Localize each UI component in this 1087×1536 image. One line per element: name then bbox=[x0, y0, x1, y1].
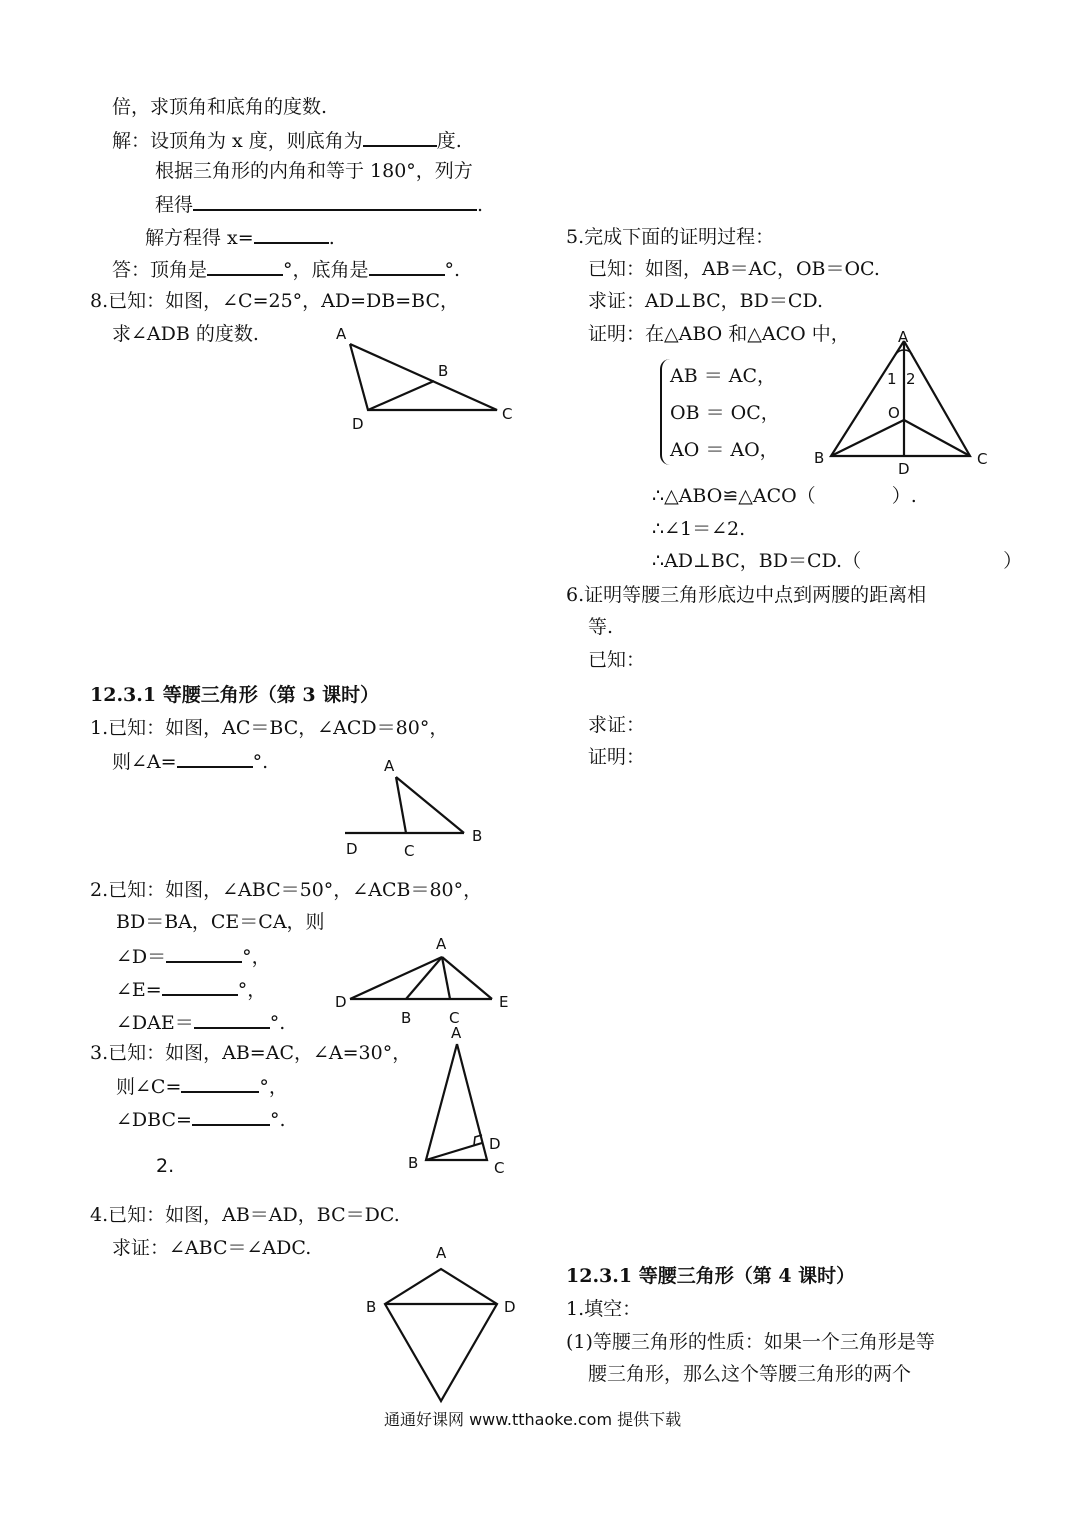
q8-label-c: C bbox=[502, 405, 513, 423]
s3q3-c-blank[interactable] bbox=[181, 1073, 259, 1093]
q5-proof-intro: 证明：在△ABO 和△ACO 中， bbox=[588, 323, 850, 345]
s3q4-line1: 4.已知：如图，AB＝AD，BC＝DC. bbox=[90, 1204, 400, 1226]
q7-solve-line bbox=[145, 224, 335, 250]
s3q4-label-d: D bbox=[504, 1298, 516, 1316]
s3q4-figure bbox=[360, 1240, 530, 1415]
q5-conclusion1 bbox=[652, 484, 917, 508]
s3q1-line2 bbox=[112, 748, 268, 774]
q6-given: 已知： bbox=[588, 649, 646, 671]
s3q2-dae-suffix: °. bbox=[269, 1012, 286, 1034]
s3q3-line1: 3.已知：如图，AB=AC，∠A=30°， bbox=[90, 1042, 412, 1064]
s3q2-label-e: E bbox=[499, 993, 509, 1011]
q8-segment-db bbox=[368, 381, 434, 410]
s3q3-dbc-blank[interactable] bbox=[192, 1106, 270, 1126]
s3q1-figure bbox=[340, 755, 500, 865]
s3q1-label-d: D bbox=[346, 840, 358, 858]
q5-conclusion2: ∴∠1＝∠2. bbox=[652, 518, 746, 540]
q5-title: 5.完成下面的证明过程： bbox=[566, 226, 775, 248]
s3q2-segment-ab bbox=[406, 957, 442, 999]
q5-prove: 求证：AD⊥BC，BD＝CD. bbox=[588, 290, 824, 312]
q7-equation-line bbox=[155, 191, 483, 217]
q7-base-angle-blank[interactable] bbox=[363, 127, 437, 147]
q5-label-a: A bbox=[898, 328, 909, 346]
s3q3-stray-number: 2. bbox=[156, 1155, 175, 1177]
s3q2-e-suffix: °， bbox=[237, 979, 267, 1001]
q7-solution-line bbox=[112, 127, 462, 153]
q5-c3-suffix: ） bbox=[1003, 550, 1023, 572]
q5-label-o: O bbox=[888, 404, 900, 422]
q5-label-d: D bbox=[898, 460, 910, 478]
s3q3-c-prefix: 则∠C= bbox=[116, 1076, 182, 1098]
q8-line1: 8.已知：如图，∠C=25°，AD=DB=BC， bbox=[90, 290, 460, 312]
q7-solve-suffix: . bbox=[328, 227, 335, 249]
q5-given: 已知：如图，AB＝AC，OB＝OC. bbox=[588, 258, 880, 280]
q7-equation-blank[interactable] bbox=[193, 191, 477, 211]
s3q2-line2: BD＝BA，CE＝CA，则 bbox=[116, 911, 325, 933]
s3q2-label-b: B bbox=[401, 1009, 412, 1027]
q5-label-angle2: 2 bbox=[906, 370, 916, 388]
s3q3-figure bbox=[400, 1020, 520, 1180]
q5-figure bbox=[810, 322, 1000, 482]
q5-system-line2: OB ＝ OC， bbox=[670, 402, 780, 424]
s3q4-label-a: A bbox=[436, 1244, 447, 1262]
section4-q1: 1.填空： bbox=[566, 1298, 642, 1320]
s3q3-c-suffix: °， bbox=[259, 1076, 288, 1098]
q7-answer-suffix: °. bbox=[444, 259, 461, 281]
page-footer: 通通好课网 www.tthaoke.com 提供下载 bbox=[384, 1410, 682, 1429]
q5-c3-prefix: ∴AD⊥BC，BD＝CD.（ bbox=[652, 550, 862, 572]
s3q1-label-b: B bbox=[472, 827, 483, 845]
q5-c1-suffix: ）. bbox=[891, 485, 917, 507]
q7-apex-blank[interactable] bbox=[207, 256, 283, 276]
s3q3-segment-bd bbox=[426, 1143, 482, 1160]
s3q4-quadrilateral bbox=[385, 1269, 497, 1401]
s3q3-triangle-abc bbox=[426, 1044, 487, 1160]
s3q2-figure bbox=[330, 930, 520, 1030]
q8-triangle-adc bbox=[350, 344, 497, 410]
s3q2-angle-e bbox=[116, 976, 266, 1002]
q7-base-blank[interactable] bbox=[369, 256, 445, 276]
s3q3-label-d: D bbox=[489, 1135, 501, 1153]
s3q2-d-blank[interactable] bbox=[166, 943, 242, 963]
q7-x-blank[interactable] bbox=[254, 224, 329, 244]
q6-line1: 6.证明等腰三角形底边中点到两腰的距离相 bbox=[566, 584, 927, 606]
s3q1-prefix: 则∠A= bbox=[112, 751, 177, 773]
s3q3-dbc-suffix: °. bbox=[269, 1109, 286, 1131]
q6-line2: 等. bbox=[588, 616, 614, 638]
s3q2-dae-blank[interactable] bbox=[194, 1009, 270, 1029]
q8-label-b: B bbox=[438, 362, 449, 380]
s3q1-segment-ab bbox=[396, 777, 464, 833]
s3q2-label-d: D bbox=[335, 993, 347, 1011]
q7-line1: 倍，求顶角和底角的度数. bbox=[112, 96, 328, 118]
section4-p1-line1: (1)等腰三角形的性质：如果一个三角形是等 bbox=[566, 1331, 935, 1353]
q5-label-c: C bbox=[977, 450, 988, 468]
section3-title: 12.3.1 等腰三角形（第 3 课时） bbox=[90, 684, 380, 706]
section4-title: 12.3.1 等腰三角形（第 4 课时） bbox=[566, 1265, 856, 1287]
s3q2-d-prefix: ∠D＝ bbox=[116, 946, 167, 968]
q8-line2: 求∠ADB 的度数. bbox=[112, 323, 259, 345]
section4-p1-line2: 腰三角形，那么这个等腰三角形的两个 bbox=[588, 1363, 912, 1385]
s3q1-line1: 1.已知：如图，AC＝BC，∠ACD＝80°， bbox=[90, 717, 449, 739]
s3q2-d-suffix: °， bbox=[242, 946, 271, 968]
q7-answer-mid: °，底角是 bbox=[283, 259, 369, 281]
s3q3-label-b: B bbox=[408, 1154, 419, 1172]
s3q1-label-c: C bbox=[404, 842, 415, 860]
s3q2-e-blank[interactable] bbox=[162, 976, 238, 996]
s3q3-label-a: A bbox=[451, 1024, 462, 1042]
q7-answer-prefix: 答：顶角是 bbox=[112, 259, 208, 281]
q5-conclusion3 bbox=[652, 549, 1022, 573]
s3q1-label-a: A bbox=[384, 757, 395, 775]
s3q4-line2: 求证：∠ABC＝∠ADC. bbox=[112, 1237, 312, 1259]
s3q2-e-prefix: ∠E= bbox=[116, 979, 162, 1001]
q5-label-b: B bbox=[814, 449, 825, 467]
q7-answer-line bbox=[112, 256, 460, 282]
s3q3-angle-c bbox=[116, 1073, 288, 1099]
q7-solution-suffix: 度. bbox=[436, 130, 462, 152]
s3q2-label-c: C bbox=[449, 1009, 460, 1027]
q7-solve-prefix: 解方程得 x= bbox=[145, 227, 254, 249]
s3q2-line1: 2.已知：如图，∠ABC＝50°，∠ACB＝80°， bbox=[90, 879, 483, 901]
q5-system-line3: AO ＝ AO， bbox=[670, 439, 779, 461]
q6-proof: 证明： bbox=[588, 746, 646, 768]
q8-label-d: D bbox=[352, 415, 364, 433]
s3q4-label-b: B bbox=[366, 1298, 377, 1316]
s3q2-dae-prefix: ∠DAE＝ bbox=[116, 1012, 194, 1034]
s3q3-dbc-prefix: ∠DBC= bbox=[116, 1109, 192, 1131]
q5-system-line1: AB ＝ AC， bbox=[670, 365, 777, 387]
s3q3-label-c: C bbox=[494, 1159, 505, 1177]
s3q1-angle-a-blank[interactable] bbox=[177, 748, 253, 768]
q8-figure bbox=[330, 320, 530, 440]
q5-c1-prefix: ∴△ABO≌△ACO（ bbox=[652, 485, 816, 507]
q7-equation-suffix: . bbox=[477, 194, 484, 216]
s3q1-suffix: °. bbox=[252, 751, 269, 773]
q6-prove: 求证： bbox=[588, 714, 646, 736]
q7-line3: 根据三角形的内角和等于 180°，列方 bbox=[155, 160, 473, 182]
q7-solution-prefix: 解：设顶角为 x 度，则底角为 bbox=[112, 130, 363, 152]
s3q2-label-a: A bbox=[436, 935, 447, 953]
s3q2-angle-d bbox=[116, 943, 271, 969]
q8-label-a: A bbox=[336, 325, 347, 343]
q5-triangle-abc bbox=[831, 341, 970, 456]
s3q2-angle-dae bbox=[116, 1009, 285, 1035]
q5-label-angle1: 1 bbox=[887, 370, 897, 388]
s3q2-segment-ad bbox=[350, 957, 442, 999]
q7-equation-prefix: 程得 bbox=[155, 194, 194, 216]
s3q3-angle-dbc bbox=[116, 1106, 285, 1132]
